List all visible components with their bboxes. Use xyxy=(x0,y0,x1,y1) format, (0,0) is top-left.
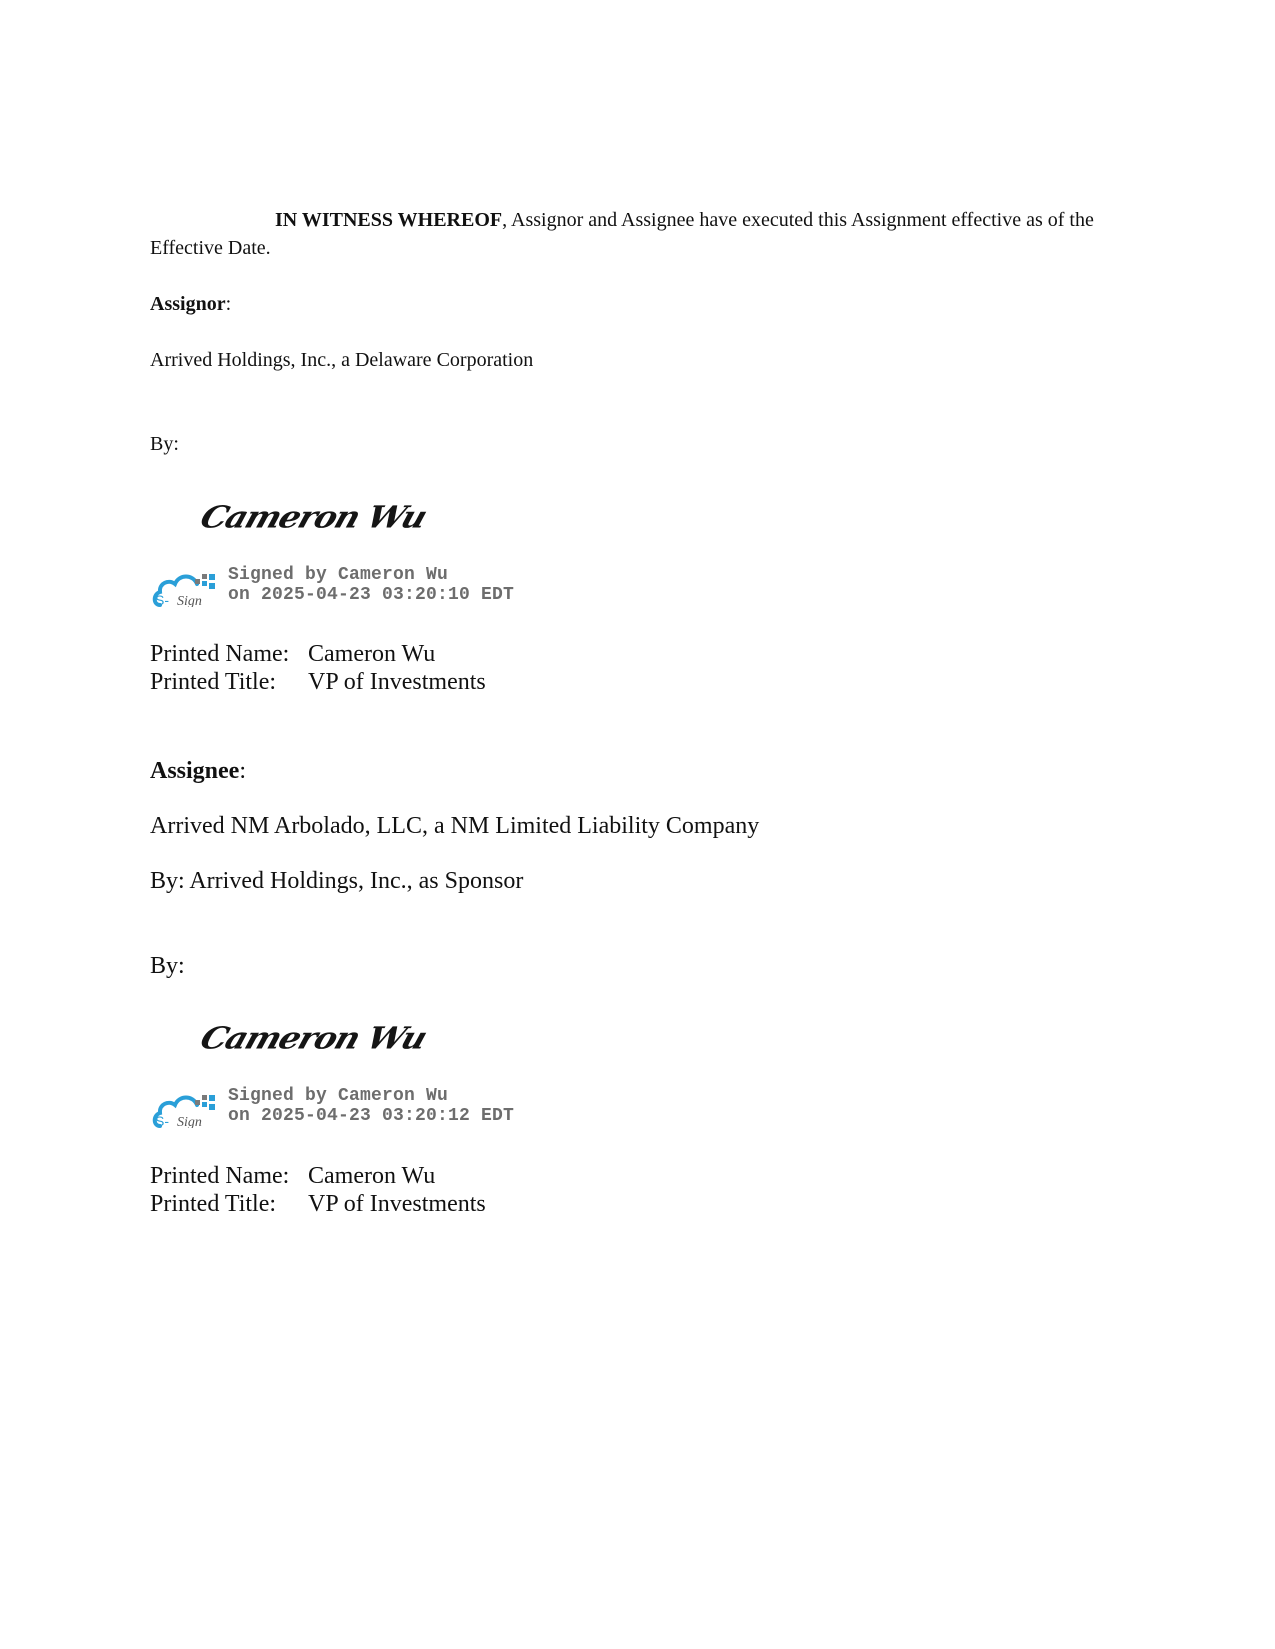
svg-text:Sign: Sign xyxy=(177,1115,202,1128)
assignee-handwritten-signature: Cameron Wu xyxy=(196,1020,431,1056)
svg-text:Sign: Sign xyxy=(177,594,202,607)
assignee-printed-block xyxy=(150,1162,486,1218)
assignee-by-sponsor: By: Arrived Holdings, Inc., as Sponsor xyxy=(150,868,524,894)
assignor-printed-block xyxy=(150,640,486,696)
assignor-printed-title-row xyxy=(150,668,486,696)
assignor-entity: Arrived Holdings, Inc., a Delaware Corporation xyxy=(150,349,534,371)
assignee-stamp-text xyxy=(228,1086,514,1126)
printed-name-label: Printed Name: xyxy=(150,1163,290,1189)
assignor-heading-line xyxy=(150,292,231,316)
assignee-stamp-line2: on 2025-04-23 03:20:12 EDT xyxy=(228,1106,515,1126)
assignor-stamp-line1: Signed by Cameron Wu xyxy=(228,565,449,585)
assignor-stamp-line2: on 2025-04-23 03:20:10 EDT xyxy=(228,585,515,605)
svg-text:S-: S- xyxy=(155,592,169,607)
assignee-heading-line xyxy=(150,757,246,785)
assignor-heading: Assignor xyxy=(150,293,226,315)
printed-name-value: Cameron Wu xyxy=(308,641,436,667)
witness-paragraph xyxy=(150,206,1110,262)
witness-lead: IN WITNESS WHEREOF xyxy=(275,209,503,231)
printed-title-value: VP of Investments xyxy=(308,669,486,695)
assignee-printed-title-row xyxy=(150,1190,486,1218)
assignor-heading-colon: : xyxy=(225,293,232,315)
printed-name-value: Cameron Wu xyxy=(308,1163,436,1189)
printed-name-label: Printed Name: xyxy=(150,641,290,667)
assignee-heading-colon: : xyxy=(239,758,247,784)
assignor-signature-stamp xyxy=(152,565,514,607)
assignee-entity: Arrived NM Arbolado, LLC, a NM Limited Liability Company xyxy=(150,813,760,839)
assignee-signature-stamp xyxy=(152,1086,514,1128)
assignee-by-label: By: xyxy=(150,953,185,979)
assignor-handwritten-signature: Cameron Wu xyxy=(196,499,431,535)
printed-title-value: VP of Investments xyxy=(308,1191,486,1217)
assignor-stamp-text xyxy=(228,565,514,605)
assignor-by-label: By: xyxy=(150,433,179,455)
assignee-heading: Assignee xyxy=(150,758,240,784)
s-sign-logo-icon xyxy=(152,1086,220,1128)
s-sign-logo-icon xyxy=(152,565,220,607)
assignee-printed-name-row xyxy=(150,1162,486,1190)
assignor-printed-name-row xyxy=(150,640,486,668)
printed-title-label: Printed Title: xyxy=(150,669,277,695)
printed-title-label: Printed Title: xyxy=(150,1191,277,1217)
svg-text:S-: S- xyxy=(155,1113,169,1128)
witness-text: , Assignor and Assignee have executed this Assignment effective as of the Effective Date. xyxy=(150,209,1094,259)
assignee-stamp-line1: Signed by Cameron Wu xyxy=(228,1086,449,1106)
